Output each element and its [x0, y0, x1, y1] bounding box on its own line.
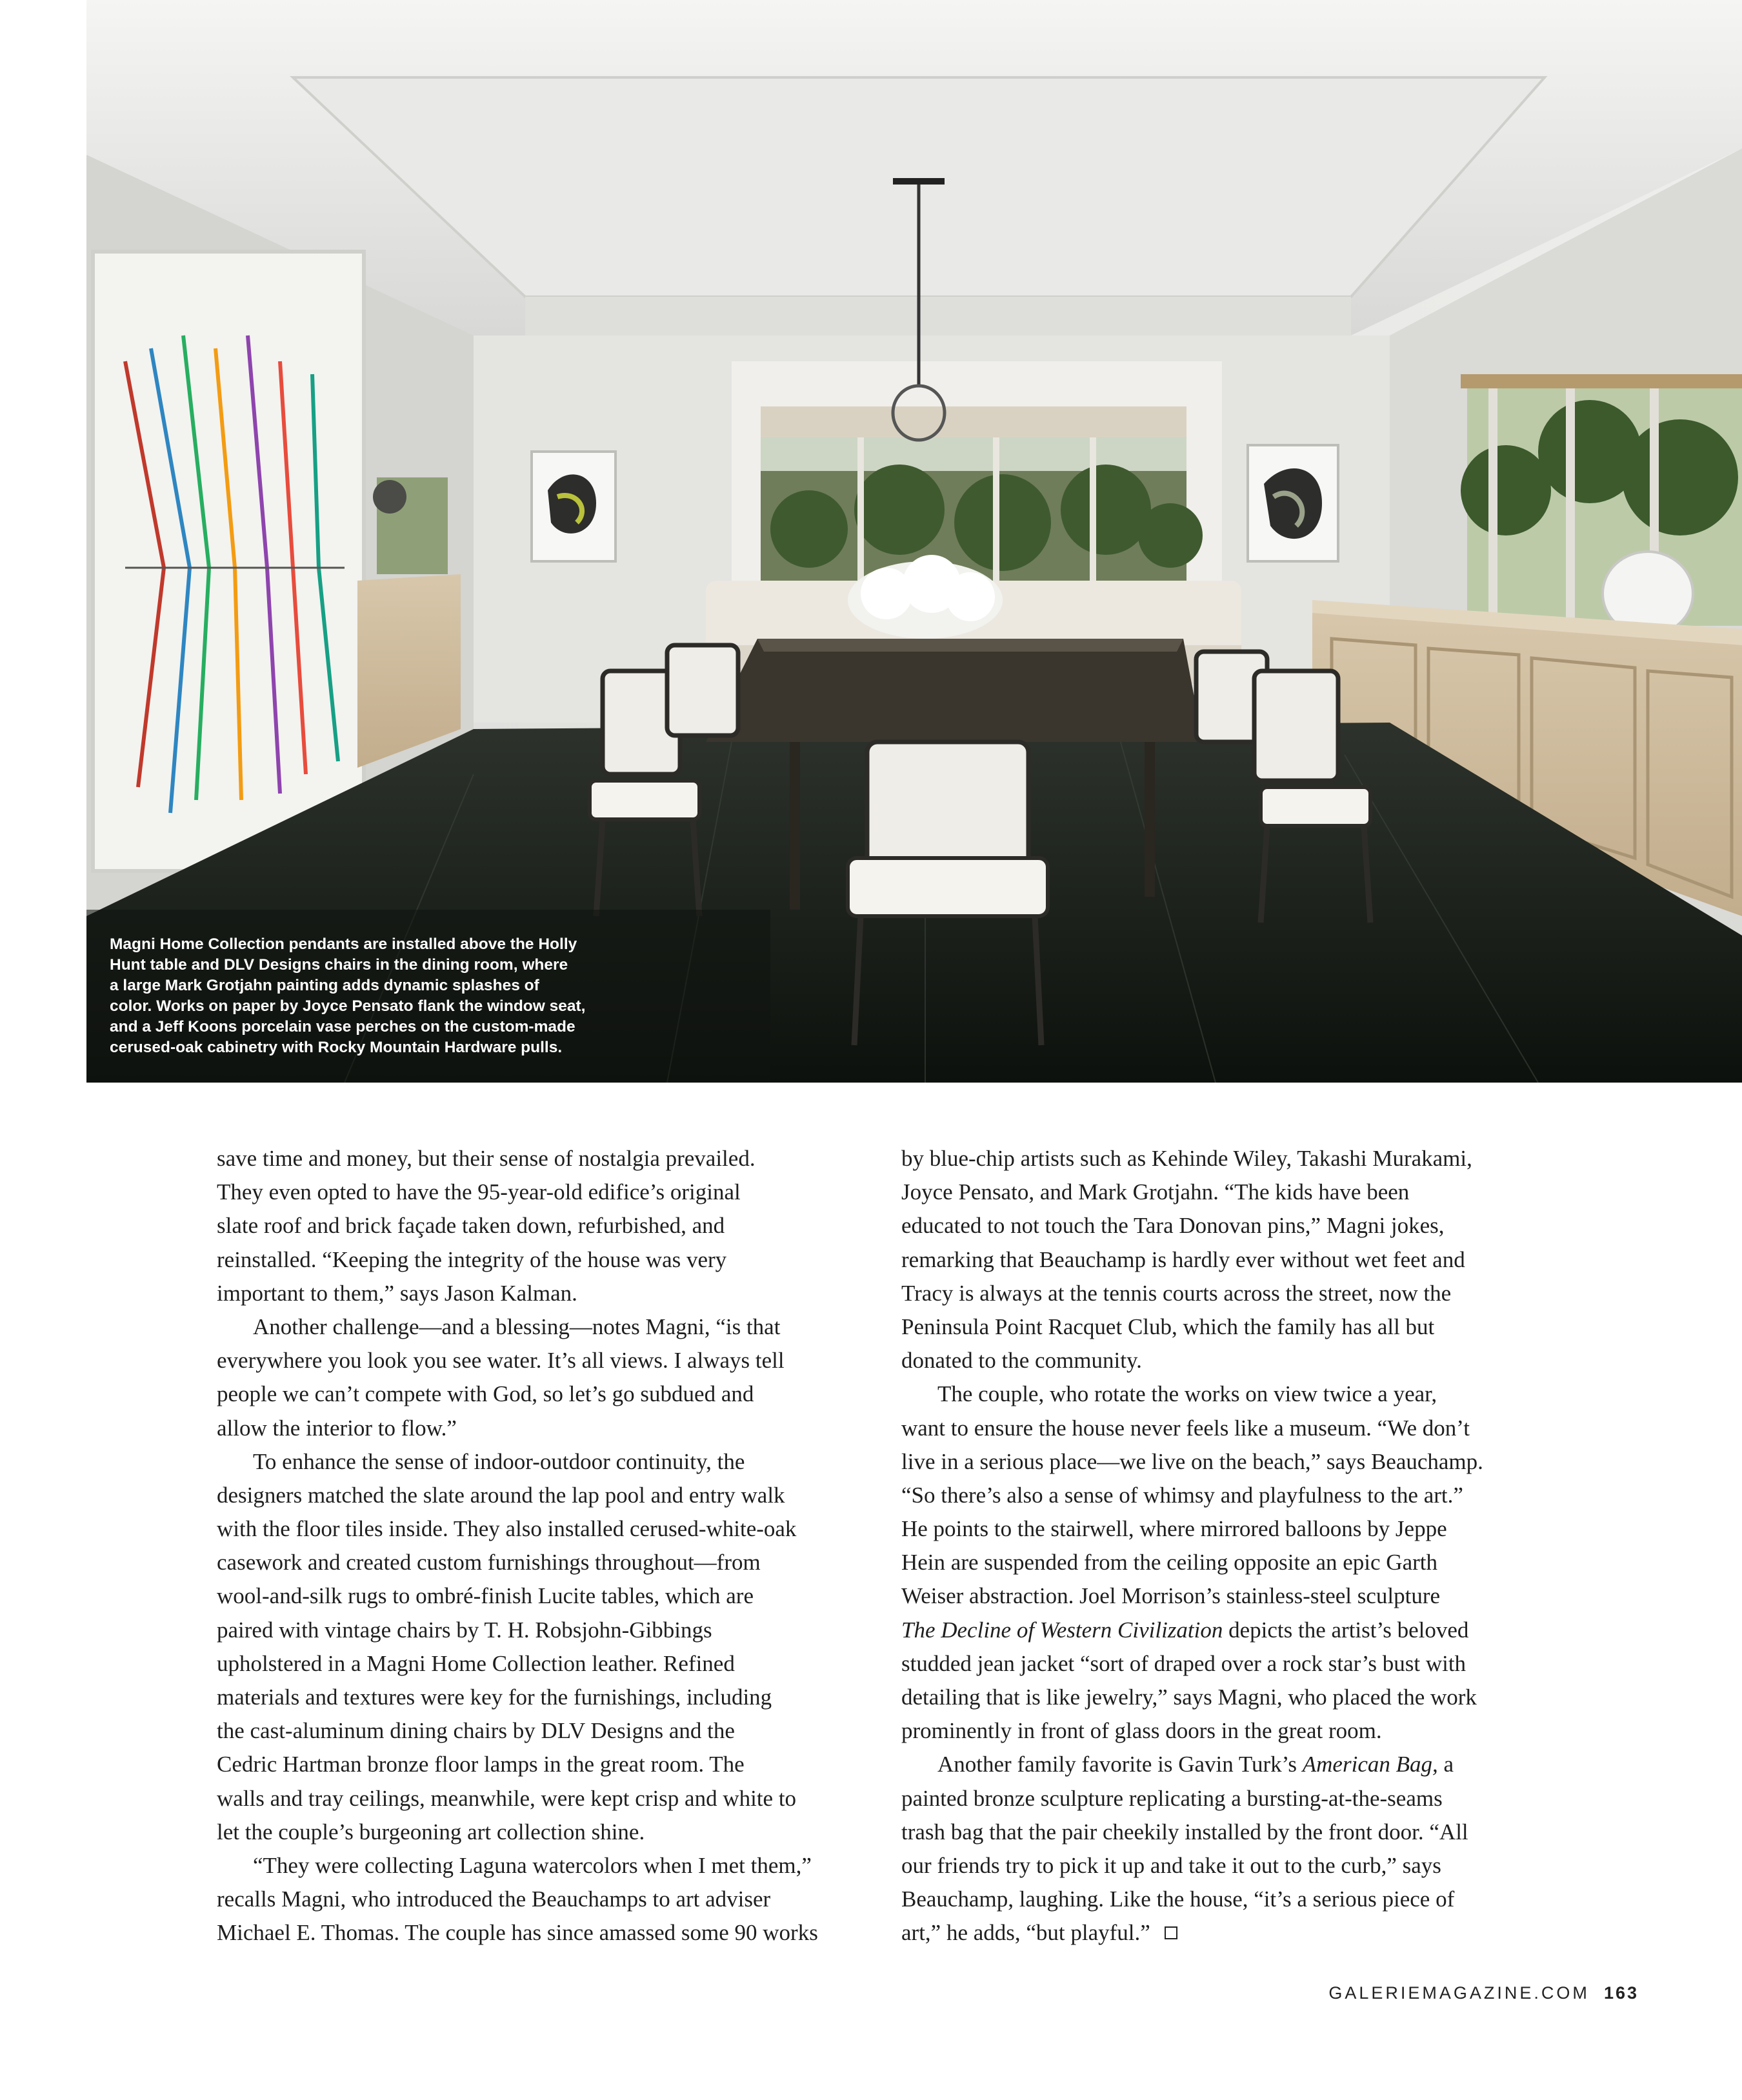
text-line — [901, 1310, 1547, 1344]
text-line — [901, 1748, 1547, 1781]
text-line — [217, 1546, 862, 1579]
caption-line: cerused-oak cabinetry with Rocky Mountain Hardware pulls. — [110, 1039, 563, 1056]
text-run: Joyce Pensato, and Mark Grotjahn. “The kids have been — [901, 1179, 1410, 1205]
text-line — [901, 1883, 1547, 1916]
page-folio — [1328, 1983, 1639, 2003]
text-run: recalls Magni, who introduced the Beauchamps to art adviser — [217, 1886, 771, 1912]
text-run: To enhance the sense of indoor-outdoor continuity, the — [253, 1448, 745, 1474]
text-line — [901, 1175, 1547, 1209]
text-run: depicts the artist’s beloved — [1223, 1617, 1469, 1643]
text-run: the cast-aluminum dining chairs by DLV Designs and the — [217, 1718, 735, 1744]
text-run: “They were collecting Laguna watercolors when I met them,” — [253, 1852, 812, 1878]
text-run: reinstalled. “Keeping the integrity of the house was very — [217, 1246, 727, 1272]
text-line — [217, 1815, 862, 1849]
text-line — [217, 1209, 862, 1243]
text-line — [217, 1344, 862, 1377]
text-line — [901, 1512, 1547, 1546]
text-run: detailing that is like jewelry,” says Magni, who placed the work — [901, 1685, 1477, 1710]
article-column-left — [217, 1142, 862, 1950]
text-run: Michael E. Thomas. The couple has since amassed some 90 works — [217, 1920, 818, 1946]
text-line — [901, 1412, 1547, 1445]
text-run: Another challenge—and a blessing—notes Magni, “is that — [253, 1314, 781, 1339]
text-run: The couple, who rotate the works on view twice a year, — [937, 1381, 1437, 1407]
article-column-right — [901, 1142, 1547, 1950]
text-run: want to ensure the house never feels like a museum. “We don’t — [901, 1415, 1470, 1441]
text-line — [217, 1849, 862, 1883]
text-line — [901, 1647, 1547, 1681]
text-run: by blue-chip artists such as Kehinde Wiley, Takashi Murakami, — [901, 1146, 1472, 1171]
dining-room-photo — [86, 0, 1742, 1083]
text-run: upholstered in a Magni Home Collection leather. Refined — [217, 1650, 735, 1676]
text-run: casework and created custom furnishings throughout—from — [217, 1550, 761, 1575]
text-run: walls and tray ceilings, meanwhile, were kept crisp and white to — [217, 1785, 797, 1811]
text-run: “So there’s also a sense of whimsy and playfulness to the art.” — [901, 1482, 1463, 1508]
text-run: designers matched the slate around the lap pool and entry walk — [217, 1482, 785, 1508]
text-line — [217, 1647, 862, 1681]
text-run: everywhere you look you see water. It’s all views. I always tell — [217, 1348, 785, 1374]
text-line — [901, 1479, 1547, 1512]
text-line — [217, 1782, 862, 1815]
text-run: Tracy is always at the tennis courts across the street, now the — [901, 1280, 1452, 1306]
text-run: painted bronze sculpture replicating a bursting-at-the-seams — [901, 1785, 1443, 1811]
text-run: paired with vintage chairs by T. H. Robsjohn-Gibbings — [217, 1617, 712, 1643]
text-line — [901, 1681, 1547, 1714]
text-run: art,” he adds, “but playful.” — [901, 1920, 1150, 1946]
text-line — [217, 1175, 862, 1209]
caption-line: Magni Home Collection pendants are installed above the Holly — [110, 935, 577, 953]
text-run: people we can’t compete with God, so let’s go subdued and — [217, 1381, 754, 1407]
text-run: Peninsula Point Racquet Club, which the family has all but — [901, 1314, 1435, 1339]
text-line — [217, 1916, 862, 1950]
text-line — [217, 1412, 862, 1445]
text-line — [217, 1512, 862, 1546]
text-line — [217, 1377, 862, 1411]
italic-title: The Decline of Western Civilization — [901, 1617, 1223, 1643]
photo-caption — [110, 934, 755, 1058]
text-line — [217, 1142, 862, 1175]
end-mark-icon — [1165, 1926, 1177, 1939]
text-line — [217, 1714, 862, 1748]
text-line — [901, 1916, 1547, 1950]
text-run: slate roof and brick façade taken down, refurbished, and — [217, 1213, 725, 1239]
text-line — [901, 1579, 1547, 1613]
italic-title: American Bag, — [1302, 1752, 1438, 1777]
text-run: Another family favorite is Gavin Turk’s — [937, 1752, 1303, 1777]
text-line — [217, 1579, 862, 1613]
page-number: 163 — [1603, 1983, 1639, 2003]
text-run: our friends try to pick it up and take it out to the curb,” says — [901, 1852, 1441, 1878]
text-run: Hein are suspended from the ceiling opposite an epic Garth — [901, 1550, 1437, 1575]
text-run: let the couple’s burgeoning art collection shine. — [217, 1819, 645, 1845]
text-run: donated to the community. — [901, 1348, 1142, 1374]
caption-line: and a Jeff Koons porcelain vase perches on the custom-made — [110, 1018, 576, 1035]
text-run: Cedric Hartman bronze floor lamps in the great room. The — [217, 1752, 745, 1777]
text-line — [217, 1479, 862, 1512]
text-run: Weiser abstraction. Joel Morrison’s stainless-steel sculpture — [901, 1583, 1441, 1609]
text-line — [901, 1714, 1547, 1748]
text-line — [901, 1344, 1547, 1377]
site-name: GALERIEMAGAZINE.COM — [1328, 1983, 1590, 2003]
text-run: save time and money, but their sense of nostalgia prevailed. — [217, 1146, 756, 1171]
text-line — [901, 1614, 1547, 1647]
text-run: They even opted to have the 95-year-old edifice’s original — [217, 1179, 741, 1205]
text-run: allow the interior to flow.” — [217, 1415, 457, 1441]
text-line — [901, 1782, 1547, 1815]
dining-room-illustration — [86, 0, 1742, 1083]
text-line — [901, 1815, 1547, 1849]
text-line — [217, 1681, 862, 1714]
text-line — [901, 1142, 1547, 1175]
text-line — [217, 1614, 862, 1647]
caption-line: color. Works on paper by Joyce Pensato flank the window seat, — [110, 997, 586, 1015]
text-run: materials and textures were key for the furnishings, including — [217, 1685, 772, 1710]
text-run: wool-and-silk rugs to ombré-finish Lucite tables, which are — [217, 1583, 754, 1609]
text-line — [217, 1748, 862, 1781]
text-line — [217, 1445, 862, 1479]
text-line — [901, 1546, 1547, 1579]
text-line — [217, 1277, 862, 1310]
text-run: studded jean jacket “sort of draped over a rock star’s bust with — [901, 1650, 1467, 1676]
text-line — [901, 1377, 1547, 1411]
text-run: He points to the stairwell, where mirrored balloons by Jeppe — [901, 1516, 1447, 1542]
text-run: important to them,” says Jason Kalman. — [217, 1280, 577, 1306]
text-line — [901, 1209, 1547, 1243]
text-line — [217, 1883, 862, 1916]
text-run: remarking that Beauchamp is hardly ever without wet feet and — [901, 1246, 1465, 1272]
text-run: Beauchamp, laughing. Like the house, “it’s a serious piece of — [901, 1886, 1455, 1912]
text-line — [901, 1849, 1547, 1883]
text-run: live in a serious place—we live on the beach,” says Beauchamp. — [901, 1448, 1483, 1474]
text-run: trash bag that the pair cheekily installed by the front door. “All — [901, 1819, 1468, 1845]
text-line — [217, 1243, 862, 1277]
text-run: educated to not touch the Tara Donovan pins,” Magni jokes, — [901, 1213, 1445, 1239]
text-line — [901, 1445, 1547, 1479]
caption-line: Hunt table and DLV Designs chairs in the dining room, where — [110, 956, 568, 974]
text-run: with the floor tiles inside. They also installed cerused-white-oak — [217, 1516, 797, 1542]
text-line — [901, 1243, 1547, 1277]
text-run: prominently in front of glass doors in the great room. — [901, 1718, 1382, 1744]
caption-line: a large Mark Grotjahn painting adds dynamic splashes of — [110, 977, 539, 994]
text-line — [217, 1310, 862, 1344]
text-line — [901, 1277, 1547, 1310]
text-run: a — [1437, 1752, 1454, 1777]
